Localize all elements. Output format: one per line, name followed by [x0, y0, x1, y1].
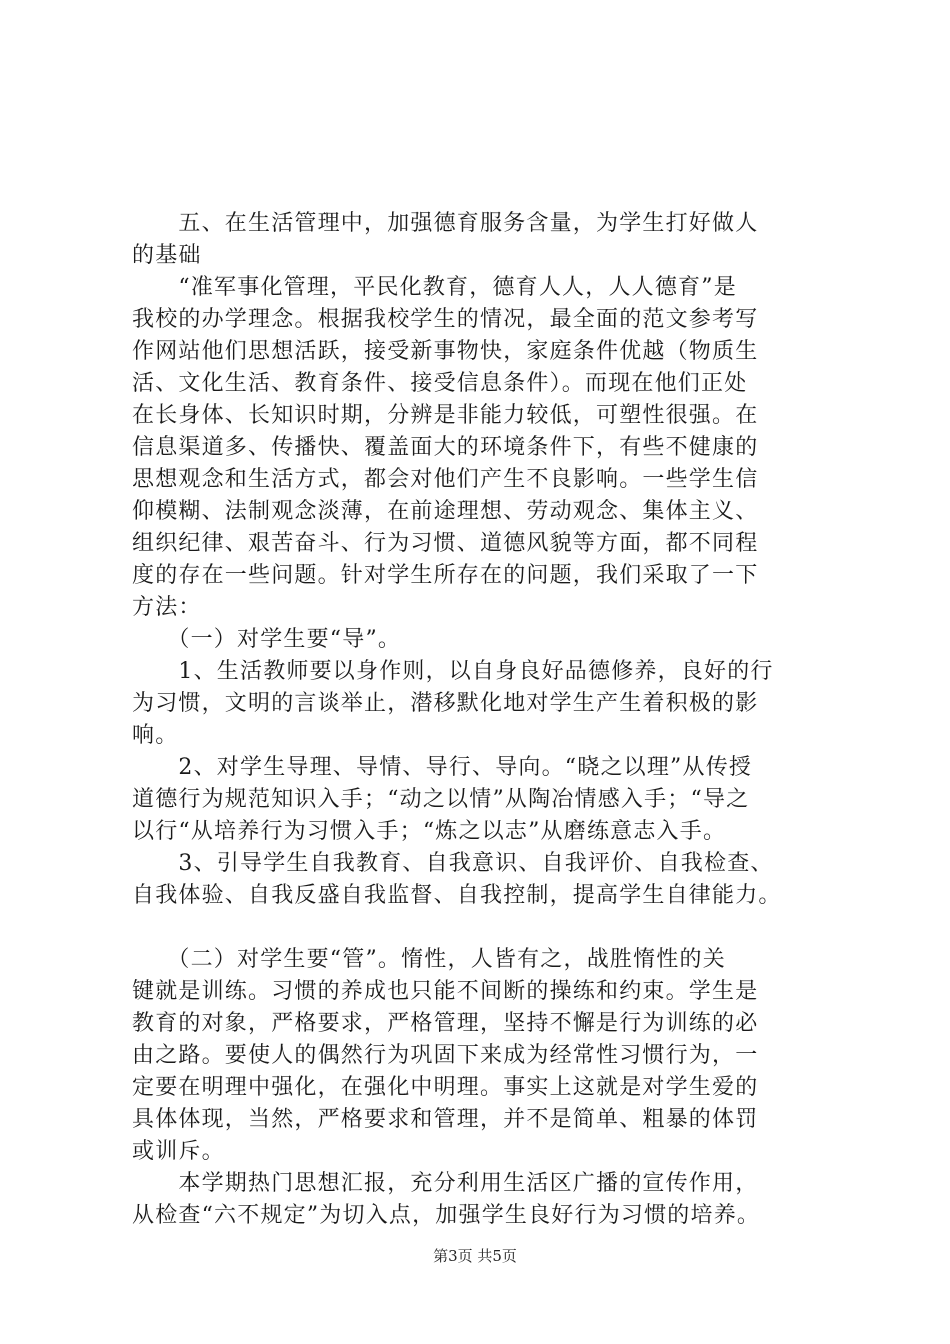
- text-line: 以行“从培养行为习惯入手；“炼之以志”从磨练意志入手。: [132, 819, 727, 844]
- text-line: 教育的对象，严格要求，严格管理，坚持不懈是行为训练的必: [132, 1011, 759, 1036]
- text-line: 从检查“六不规定”为切入点，加强学生良好行为习惯的培养。: [132, 1203, 761, 1228]
- text-line: 信息渠道多、传播快、覆盖面大的环境条件下，有些不健康的: [132, 435, 759, 460]
- text-line: 或训斥。: [132, 1139, 225, 1164]
- text-line: 作网站他们思想活跃，接受新事物快，家庭条件优越（物质生: [132, 339, 759, 364]
- text-line: （一）对学生要“导”。: [132, 627, 402, 652]
- text-line: 在长身体、长知识时期，分辨是非能力较低，可塑性很强。在: [132, 403, 759, 428]
- text-line: 定要在明理中强化，在强化中明理。事实上这就是对学生爱的: [132, 1075, 759, 1100]
- text-line: “准军事化管理，平民化教育，德育人人，人人德育”是: [132, 275, 737, 300]
- text-line: 具体体现，当然，严格要求和管理，并不是简单、粗暴的体罚: [132, 1107, 759, 1132]
- text-line: 由之路。要使人的偶然行为巩固下来成为经常性习惯行为，一: [132, 1043, 759, 1068]
- text-line: 活、文化生活、教育条件、接受信息条件）。而现在他们正处: [132, 371, 748, 396]
- document-body: [132, 208, 832, 1232]
- page-footer: 第3页 共5页: [433, 1247, 517, 1265]
- text-line: 3、引导学生自我教育、自我意识、自我评价、自我检查、: [132, 851, 774, 876]
- text-line: 为习惯，文明的言谈举止，潜移默化地对学生产生着积极的影: [132, 691, 759, 716]
- text-line: 五、在生活管理中，加强德育服务含量，为学生打好做人: [132, 211, 759, 236]
- paragraph-gap: [132, 912, 832, 944]
- text-line: 本学期热门思想汇报，充分利用生活区广播的宣传作用，: [132, 1171, 759, 1196]
- text-line: 度的存在一些问题。针对学生所存在的问题，我们采取了一下: [132, 563, 759, 588]
- text-line: 道德行为规范知识入手；“动之以情”从陶冶情感入手；“导之: [132, 787, 750, 812]
- text-line: 键就是训练。习惯的养成也只能不间断的操练和约束。学生是: [132, 979, 759, 1004]
- text-line: 自我体验、自我反盛自我监督、自我控制，提高学生自律能力。: [132, 883, 782, 908]
- text-line: 思想观念和生活方式，都会对他们产生不良影响。一些学生信: [132, 467, 759, 492]
- text-line: 仰模糊、法制观念淡薄，在前途理想、劳动观念、集体主义、: [132, 499, 759, 524]
- text-line: 的基础: [132, 243, 202, 268]
- text-line: 我校的办学理念。根据我校学生的情况，最全面的范文参考写: [132, 307, 759, 332]
- text-line: 响。: [132, 723, 179, 748]
- text-line: 2、对学生导理、导情、导行、导向。“晓之以理”从传授: [132, 755, 753, 780]
- text-line: 1、生活教师要以身作则，以自身良好品德修养，良好的行: [132, 659, 774, 684]
- text-line: （二）对学生要“管”。惰性，人皆有之，战胜惰性的关: [132, 947, 726, 972]
- text-line: 方法：: [132, 595, 202, 620]
- text-line: 组织纪律、艰苦奋斗、行为习惯、道德风貌等方面，都不同程: [132, 531, 759, 556]
